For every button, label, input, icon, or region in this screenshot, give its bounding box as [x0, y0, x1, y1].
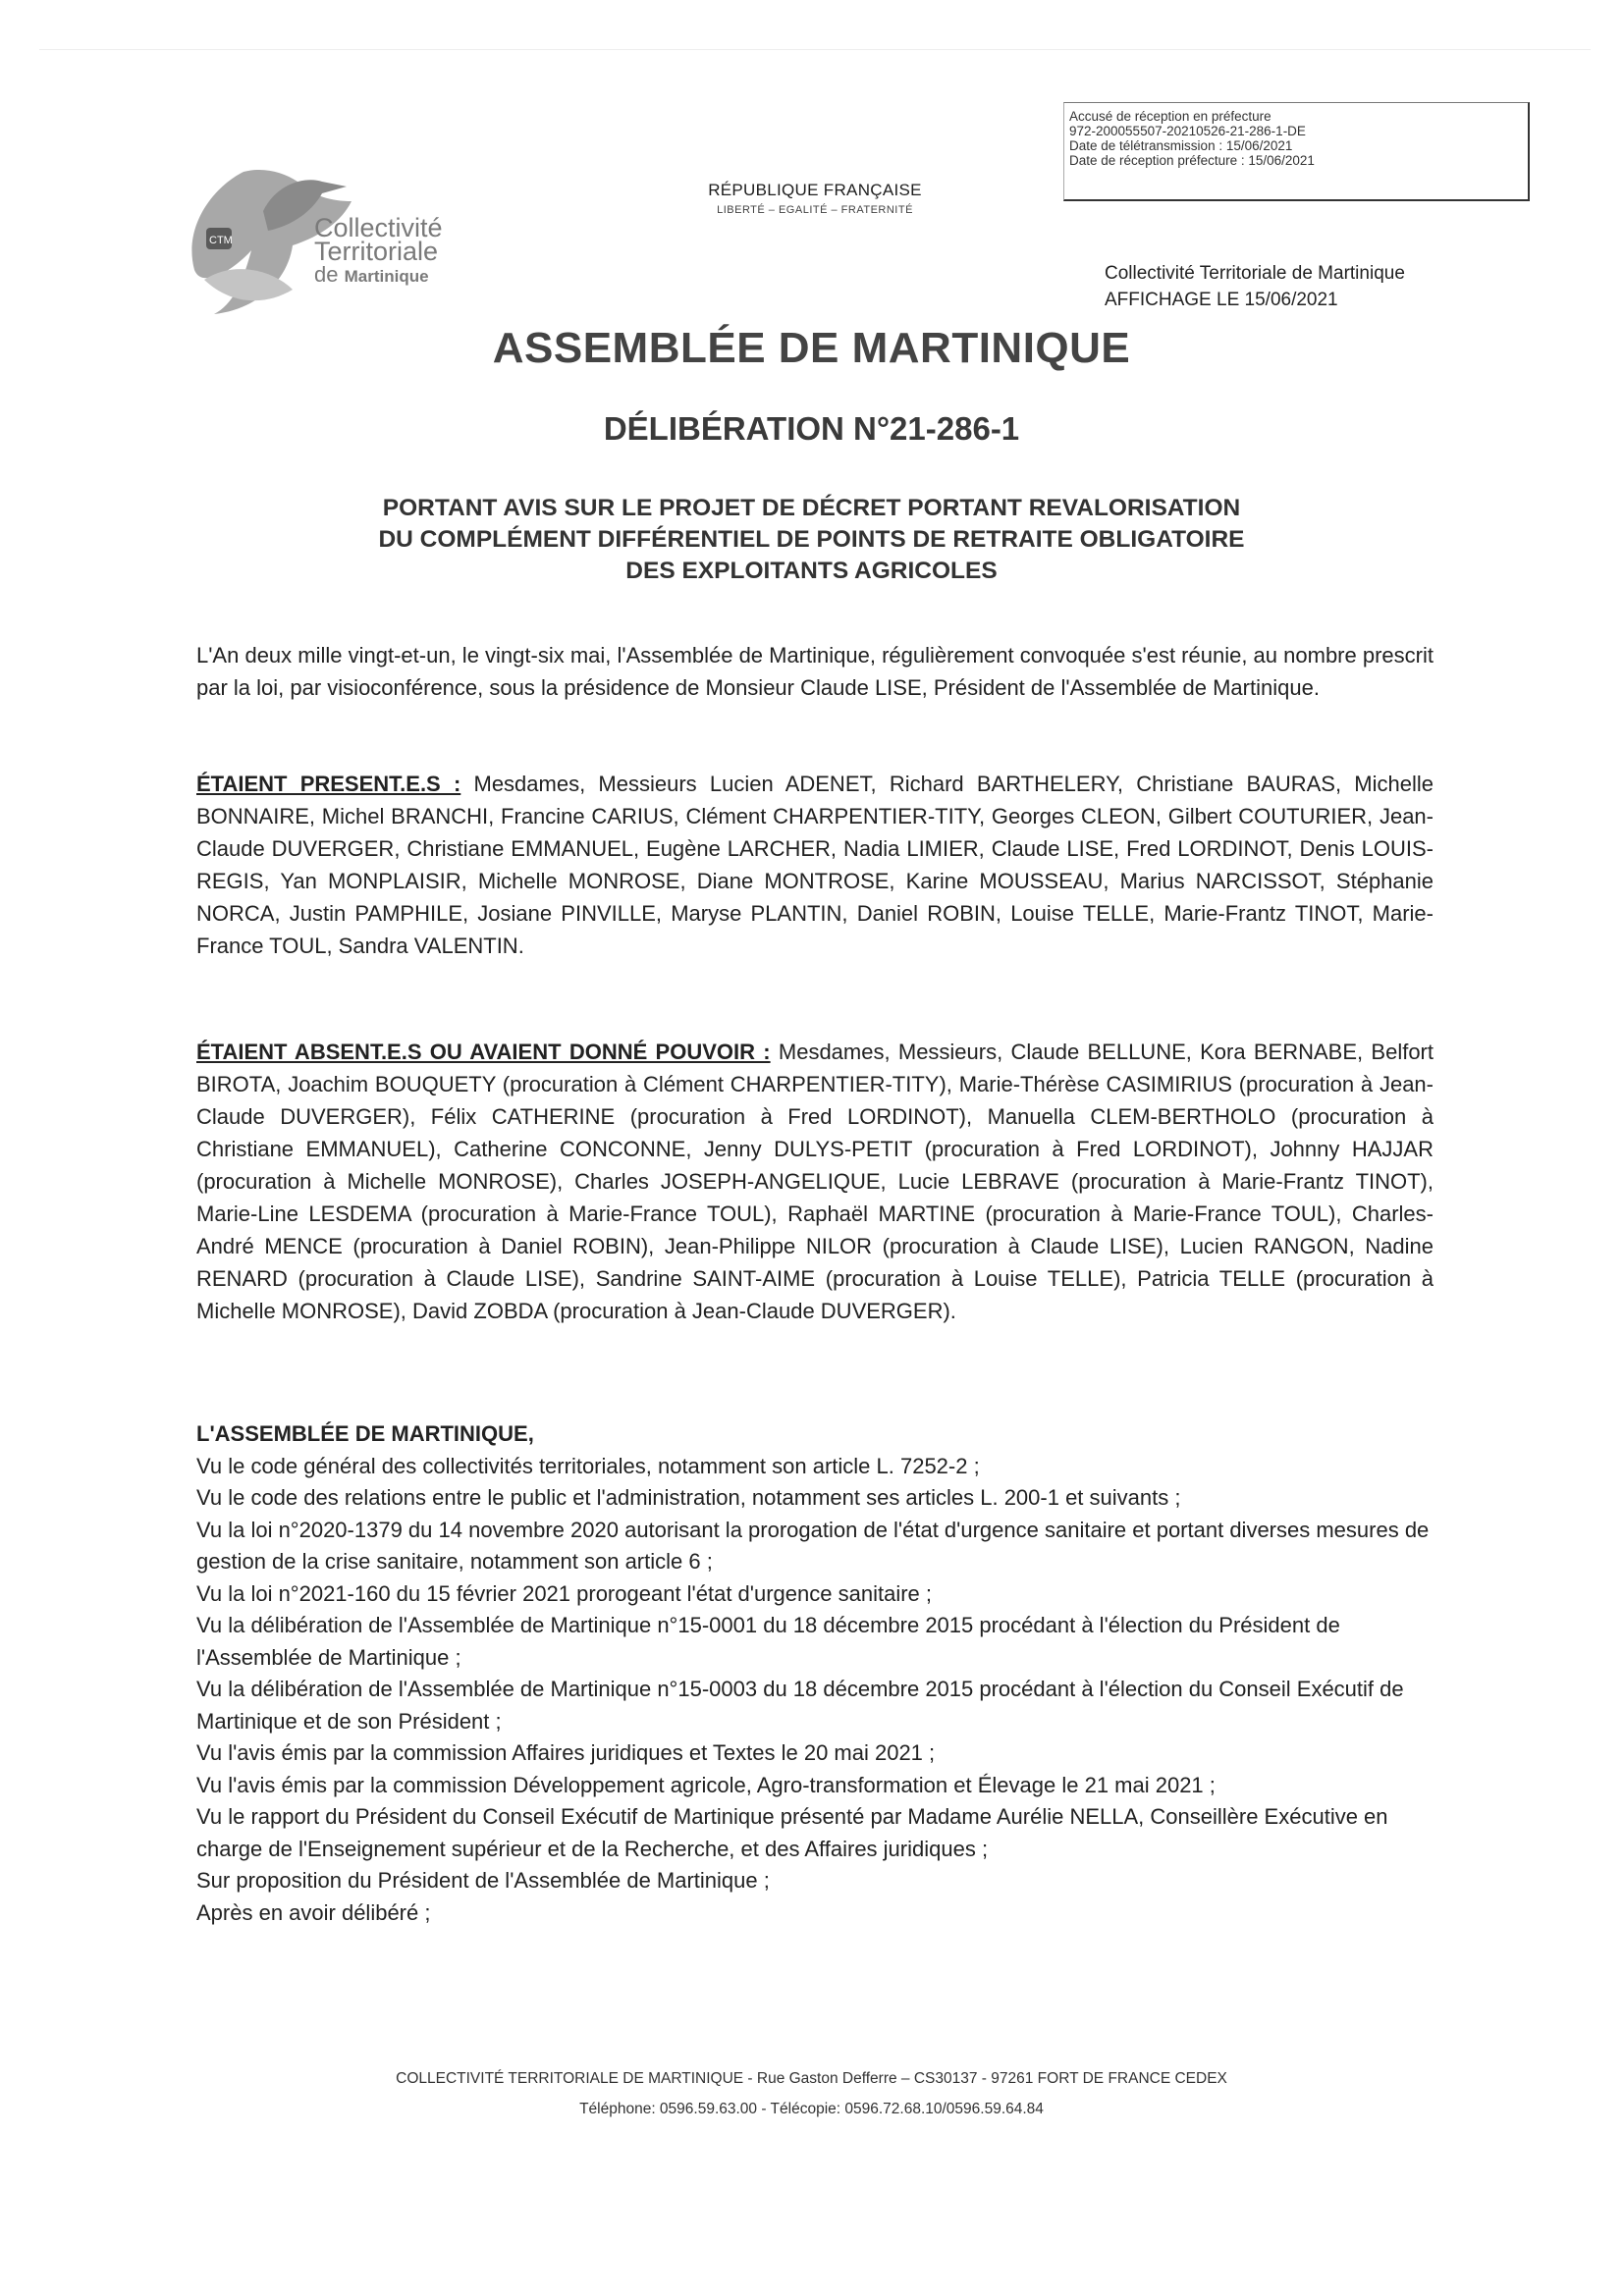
republic-title: RÉPUBLIQUE FRANÇAISE	[708, 181, 922, 199]
stamp-line1: Accusé de réception en préfecture	[1069, 109, 1271, 124]
deliberation-subject	[0, 493, 1623, 587]
subject-line2: DU COMPLÉMENT DIFFÉRENTIEL DE POINTS DE RETRAITE OBLIGATOIRE	[378, 526, 1245, 553]
footer-address: COLLECTIVITÉ TERRITORIALE DE MARTINIQUE - Rue Gaston Defferre – CS30137 - 97261 FORT DE FRANCE CEDEX	[396, 2070, 1227, 2087]
visa-line: Sur proposition du Président de l'Assemblée de Martinique ;	[196, 1868, 770, 1893]
logo-line3-bold: Martinique	[344, 267, 429, 286]
affichage-line2: AFFICHAGE LE 15/06/2021	[1105, 290, 1338, 310]
absent-paragraph	[196, 1036, 1434, 1327]
logo-line2: Territoriale	[314, 237, 439, 266]
visa-line: Vu le code général des collectivités territoriales, notamment son article L. 7252-2 ;	[196, 1453, 980, 1478]
visa-line: Vu le rapport du Président du Conseil Exécutif de Martinique présenté par Madame Aurélie NELLA, Conseillère Exécutive en charge de l'Enseignement supérieur et de la Recherche, et des Affaires juridiques ;	[196, 1804, 1388, 1861]
visa-line: Vu le code des relations entre le public et l'administration, notamment ses articles L. 200-1 et suivants ;	[196, 1485, 1181, 1510]
visa-line: Après en avoir délibéré ;	[196, 1899, 431, 1925]
visa-line: Vu la loi n°2021-160 du 15 février 2021 prorogeant l'état d'urgence sanitaire ;	[196, 1580, 932, 1606]
logo-badge: CTM	[209, 235, 233, 246]
visas-heading: L'ASSEMBLÉE DE MARTINIQUE,	[196, 1421, 534, 1446]
visas-block	[196, 1418, 1453, 1929]
logo-line3	[314, 263, 443, 289]
republic-header	[687, 181, 943, 216]
present-paragraph	[196, 768, 1434, 962]
logo-line1: Collectivité	[314, 213, 443, 242]
visa-line: Vu l'avis émis par la commission Développement agricole, Agro-transformation et Élevage le 21 mai 2021 ;	[196, 1772, 1216, 1797]
deliberation-title: DÉLIBÉRATION N°21-286-1	[603, 410, 1020, 447]
absent-label: ÉTAIENT ABSENT.E.S OU AVAIENT DONNÉ POUVOIR :	[196, 1040, 771, 1064]
republic-motto: LIBERTÉ – EGALITÉ – FRATERNITÉ	[717, 204, 913, 216]
absent-list: Mesdames, Messieurs, Claude BELLUNE, Kora BERNABE, Belfort BIROTA, Joachim BOUQUETY (procuration à Clément CHARPENTIER-TITY), Marie-Thérèse CASIMIRIUS (procuration à Jean-Claude DUVERGER), Félix CATHERINE (procuration à Fred LORDINOT), Manuella CLEM-BERTHOLO (procuration à Christiane EMMANUEL), Catherine CONCONNE, Jenny DULYS-PETIT (procuration à Fred LORDINOT), Johnny HAJJAR (procuration à Michelle MONROSE), Charles JOSEPH-ANGELIQUE, Lucie LEBRAVE (procuration à Marie-Frantz TINOT), Marie-Line LESDEMA (procuration à Marie-France TOUL), Raphaël MARTINE (procuration à Marie-France TOUL), Charles-André MENCE (procuration à Daniel ROBIN), Jean-Philippe NILOR (procuration à Claude LISE), Lucien RANGON, Nadine RENARD (procuration à Claude LISE), Sandrine SAINT-AIME (procuration à Louise TELLE), Patricia TELLE (procuration à Michelle MONROSE), David ZOBDA (procuration à Jean-Claude DUVERGER).	[196, 1040, 1434, 1323]
visa-line: Vu la loi n°2020-1379 du 14 novembre 2020 autorisant la prorogation de l'état d'urgence sanitaire et portant diverses mesures de gestion de la crise sanitaire, notamment son article 6 ;	[196, 1517, 1430, 1574]
affichage-notice	[1105, 260, 1405, 313]
affichage-line1: Collectivité Territoriale de Martinique	[1105, 263, 1405, 284]
assembly-title: ASSEMBLÉE DE MARTINIQUE	[492, 324, 1131, 372]
logo-wordmark	[314, 213, 443, 289]
page-footer	[0, 2063, 1623, 2124]
intro-paragraph: L'An deux mille vingt-et-un, le vingt-six mai, l'Assemblée de Martinique, régulièrement convoquée s'est réunie, au nombre prescrit par la loi, par visioconférence, sous la présidence de Monsieur Claude LISE, Président de l'Assemblée de Martinique.	[196, 643, 1434, 700]
visa-line: Vu la délibération de l'Assemblée de Martinique n°15-0001 du 18 décembre 2015 procédant à l'élection du Président de l'Assemblée de Martinique ;	[196, 1613, 1340, 1670]
stamp-line2: 972-200055507-20210526-21-286-1-DE	[1069, 124, 1306, 138]
prefecture-receipt-stamp	[1063, 102, 1530, 201]
visa-line: Vu la délibération de l'Assemblée de Martinique n°15-0003 du 18 décembre 2015 procédant à l'élection du Conseil Exécutif de Martinique et de son Président ;	[196, 1677, 1404, 1734]
visa-line: Vu l'avis émis par la commission Affaires juridiques et Textes le 20 mai 2021 ;	[196, 1740, 936, 1765]
logo-line3-prefix: de	[314, 262, 339, 287]
footer-phone: Téléphone: 0596.59.63.00 - Télécopie: 0596.72.68.10/0596.59.64.84	[579, 2101, 1044, 2117]
present-list: Mesdames, Messieurs Lucien ADENET, Richard BARTHELERY, Christiane BAURAS, Michelle BONNAIRE, Michel BRANCHI, Francine CARIUS, Clément CHARPENTIER-TITY, Georges CLEON, Gilbert COUTURIER, Jean-Claude DUVERGER, Christiane EMMANUEL, Eugène LARCHER, Nadia LIMIER, Claude LISE, Fred LORDINOT, Denis LOUIS-REGIS, Yan MONPLAISIR, Michelle MONROSE, Diane MONTROSE, Karine MOUSSEAU, Marius NARCISSOT, Stéphanie NORCA, Justin PAMPHILE, Josiane PINVILLE, Maryse PLANTIN, Daniel ROBIN, Louise TELLE, Marie-Frantz TINOT, Marie-France TOUL, Sandra VALENTIN.	[196, 772, 1434, 958]
top-rule	[39, 49, 1591, 50]
stamp-line4: Date de réception préfecture : 15/06/2021	[1069, 153, 1315, 168]
subject-line1: PORTANT AVIS SUR LE PROJET DE DÉCRET PORTANT REVALORISATION	[382, 495, 1241, 521]
present-label: ÉTAIENT PRESENT.E.S :	[196, 772, 461, 796]
stamp-line3: Date de télétransmission : 15/06/2021	[1069, 138, 1293, 153]
subject-line3: DES EXPLOITANTS AGRICOLES	[625, 558, 998, 584]
